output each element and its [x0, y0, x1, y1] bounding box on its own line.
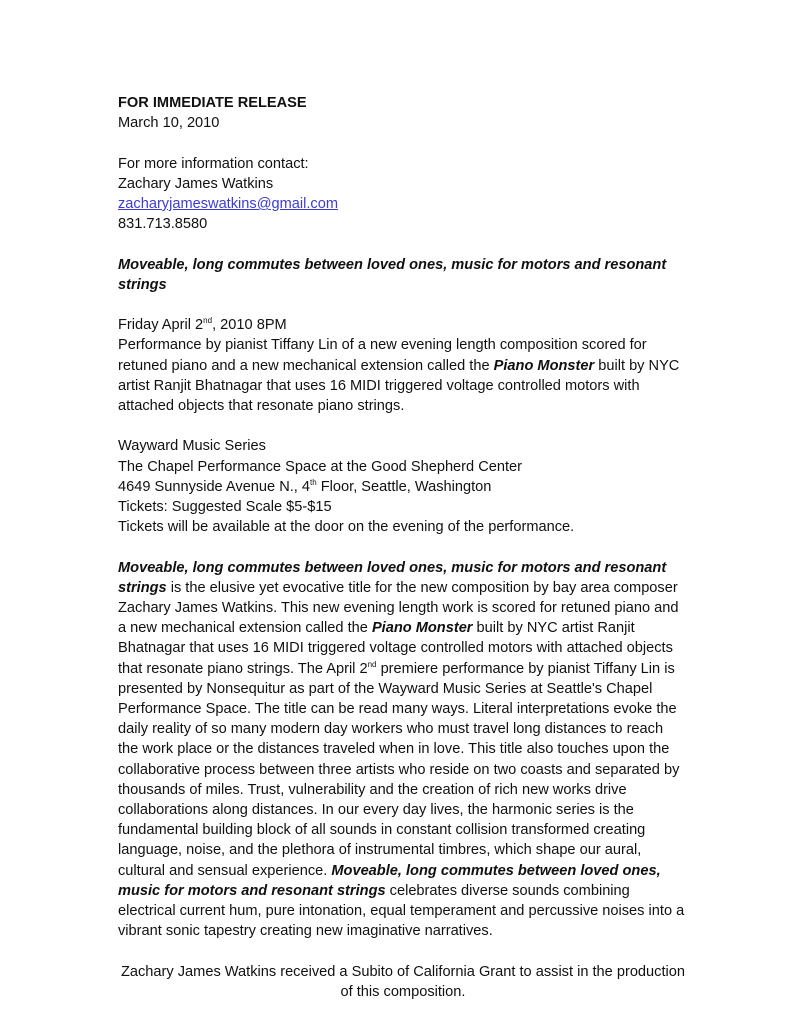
ticket-availability: Tickets will be available at the door on the evening of the performance. — [118, 519, 575, 536]
contact-phone: 831.713.8580 — [118, 216, 208, 233]
contact-name: Zachary James Watkins — [118, 175, 274, 192]
release-date: March 10, 2010 — [118, 115, 220, 132]
grant-acknowledgement: Zachary James Watkins received a Subito of California Grant to assist in the production of this composition. — [120, 963, 685, 1000]
venue-series: Wayward Music Series — [118, 438, 266, 455]
composition-title-cont: strings — [118, 276, 167, 293]
body-paragraph: Moveable, long commutes between loved ones, music for motors and resonant strings is the elusive yet evocative title for the new composition by bay area composer Zachary James Watkins. This new evening length work is scored for retuned piano and a new mechanical extension called the Piano Monster built by NYC artist Ranjit Bhatnagar that uses 16 MIDI triggered voltage controlled motors with attached objects that resonate piano strings. The April 2nd premiere performance by pianist Tiffany Lin is presented by Nonsequitur as part of the Wayward Music Series at Seattle's Chapel Performance Space. The title can be read many ways. Literal interpretations evoke the daily reality of so many modern day workers who must travel long distances to reach the work place or the distances traveled when in love. This title also touches upon the collaborative process between three artists who reside on two coasts and separated by thousands of miles. Trust, vulnerability and the creation of rich new works drive collaborations along distances. In our every day lives, the harmonic series is the fundamental building block of all sounds in constant collision transformed creating language, noise, and the plethora of instrumental timbres, which shape our aural, cultural and sensual experience. Moveable, long commutes between loved ones, music for motors and resonant strings celebrates diverse sounds combining electrical current hum, pure intonation, equal temperament and percussive noises into a vibrant sonic tapestry creating new imaginative narratives. — [118, 559, 685, 940]
contact-label: For more information contact: — [118, 155, 309, 172]
event-date: Friday April 2nd, 2010 8PM — [118, 316, 287, 334]
ticket-price: Tickets: Suggested Scale $5-$15 — [118, 499, 332, 515]
composition-title: Moveable, long commutes between loved ones, music for motors and resonant — [118, 256, 667, 273]
release-heading: FOR IMMEDIATE RELEASE — [118, 95, 307, 111]
venue-address: 4649 Sunnyside Avenue N., 4th Floor, Seattle, Washington — [118, 477, 492, 495]
press-release-document: FOR IMMEDIATE RELEASE March 10, 2010 For more information contact: Zachary James Watkins zacharyjameswatkins@gmail.com 831.713.8580 Moveable, long commutes between loved ones, music for motors and resonant strings Friday April 2nd, 2010 8PM Performance by pianist Tiffany Lin of a new evening length composition scored for retuned piano and a new mechanical extension called the Piano Monster built by NYC artist Ranjit Bhatnagar that uses 16 MIDI triggered voltage controlled motors with attached objects that resonate piano strings. Wayward Music Series The Chapel Performance Space at the Good Shepherd Center 4649 Sunnyside Avenue N., 4th Floor, Seattle, Washington Tickets: Suggested Scale $5-$15 Tickets will be available at the door on the evening of the performance. Moveable, long commutes between loved ones, music for motors and resonant strings is the elusive yet evocative title for the new composition by bay area composer Zachary James Watkins. This new evening length work is scored for retuned piano and a new mechanical extension called the Piano Monster built by NYC artist Ranjit Bhatnagar that uses 16 MIDI triggered voltage controlled motors with attached objects that resonate piano strings. The April 2nd premiere performance by pianist Tiffany Lin is presented by Nonsequitur as part of the Wayward Music Series at Seattle's Chapel Performance Space. The title can be read many ways. Literal interpretations evoke the daily reality of so many modern day workers who must travel long distances to reach the work place or the distances traveled when in love. This title also touches upon the collaborative process between three artists who reside on two coasts and separated by thousands of miles. Trust, vulnerability and the creation of rich new works drive collaborations along distances. In our every day lives, the harmonic series is the fundamental building block of all sounds in constant collision transformed creating language, noise, and the plethora of instrumental timbres, which shape our aural, cultural and sensual experience. Moveable, long commutes between loved ones, music for motors and resonant strings celebrates diverse sounds combining electrical current hum, pure intonation, equal temperament and percussive noises into a vibrant sonic tapestry creating new imaginative narratives. Zachary James Watkins received a Subito of California Grant to assist in the production of this composition. — [118, 93, 688, 1002]
piano-monster-name: Piano Monster — [493, 357, 595, 374]
venue-place: The Chapel Performance Space at the Good Shepherd Center — [118, 458, 523, 475]
contact-email-link[interactable]: zacharyjameswatkins@gmail.com — [118, 196, 339, 212]
event-description: Performance by pianist Tiffany Lin of a new evening length composition scored for — [118, 337, 647, 354]
